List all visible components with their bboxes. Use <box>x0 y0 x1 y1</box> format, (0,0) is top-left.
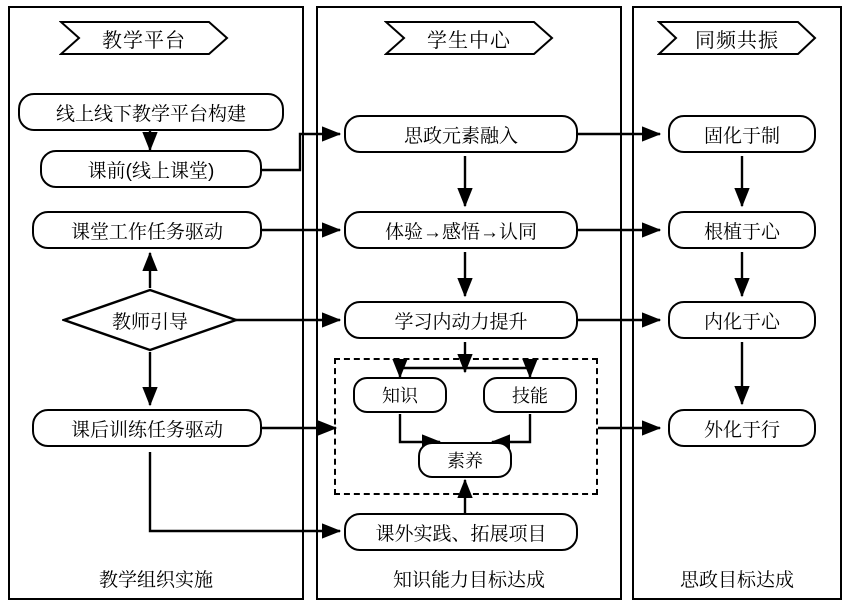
node-after-class[interactable] <box>32 409 262 447</box>
node-label: 教师引导 <box>111 311 188 333</box>
banner-label: 学生中心 <box>427 29 511 52</box>
node-institutional[interactable] <box>668 115 816 153</box>
node-knowledge[interactable] <box>353 377 447 413</box>
node-label: 线上线下教学平台构建 <box>55 103 246 125</box>
caption-teaching-platform: 教学组织实施 <box>98 570 213 591</box>
banner-student-center <box>384 20 554 56</box>
node-label: 课堂工作任务驱动 <box>70 221 223 243</box>
node-platform-build[interactable] <box>18 93 284 131</box>
node-teacher-guide[interactable] <box>62 288 238 352</box>
node-label: 内化于心 <box>703 311 780 333</box>
node-practice[interactable] <box>344 513 578 551</box>
node-label: 根植于心 <box>703 221 780 243</box>
node-rooted[interactable] <box>668 211 816 249</box>
banner-label: 教学平台 <box>102 29 186 52</box>
banner-teaching-platform <box>59 20 229 56</box>
node-pre-class[interactable] <box>40 150 262 188</box>
node-motivation[interactable] <box>344 301 578 339</box>
node-label: 技能 <box>512 386 548 406</box>
caption-resonance: 思政目标达成 <box>679 570 794 591</box>
node-experience-path[interactable] <box>344 211 578 249</box>
node-ideology-merge[interactable] <box>344 115 578 153</box>
node-label: 体验→感悟→认同 <box>384 221 537 243</box>
node-internalize[interactable] <box>668 301 816 339</box>
node-literacy[interactable] <box>418 442 512 478</box>
node-externalize[interactable] <box>668 409 816 447</box>
node-label: 外化于行 <box>703 419 780 441</box>
node-label: 学习内动力提升 <box>394 311 528 333</box>
banner-label: 同频共振 <box>695 29 779 52</box>
node-label: 课后训练任务驱动 <box>70 419 223 441</box>
node-label: 素养 <box>447 451 483 471</box>
node-in-class-task[interactable] <box>32 211 262 249</box>
node-label: 知识 <box>382 386 418 406</box>
banner-resonance <box>657 20 817 56</box>
node-label: 思政元素融入 <box>403 125 518 147</box>
node-label: 固化于制 <box>703 125 780 147</box>
caption-student-center: 知识能力目标达成 <box>392 570 545 591</box>
node-label: 课前(线上课堂) <box>87 160 215 182</box>
node-label: 课外实践、拓展项目 <box>375 523 547 545</box>
node-skill[interactable] <box>483 377 577 413</box>
